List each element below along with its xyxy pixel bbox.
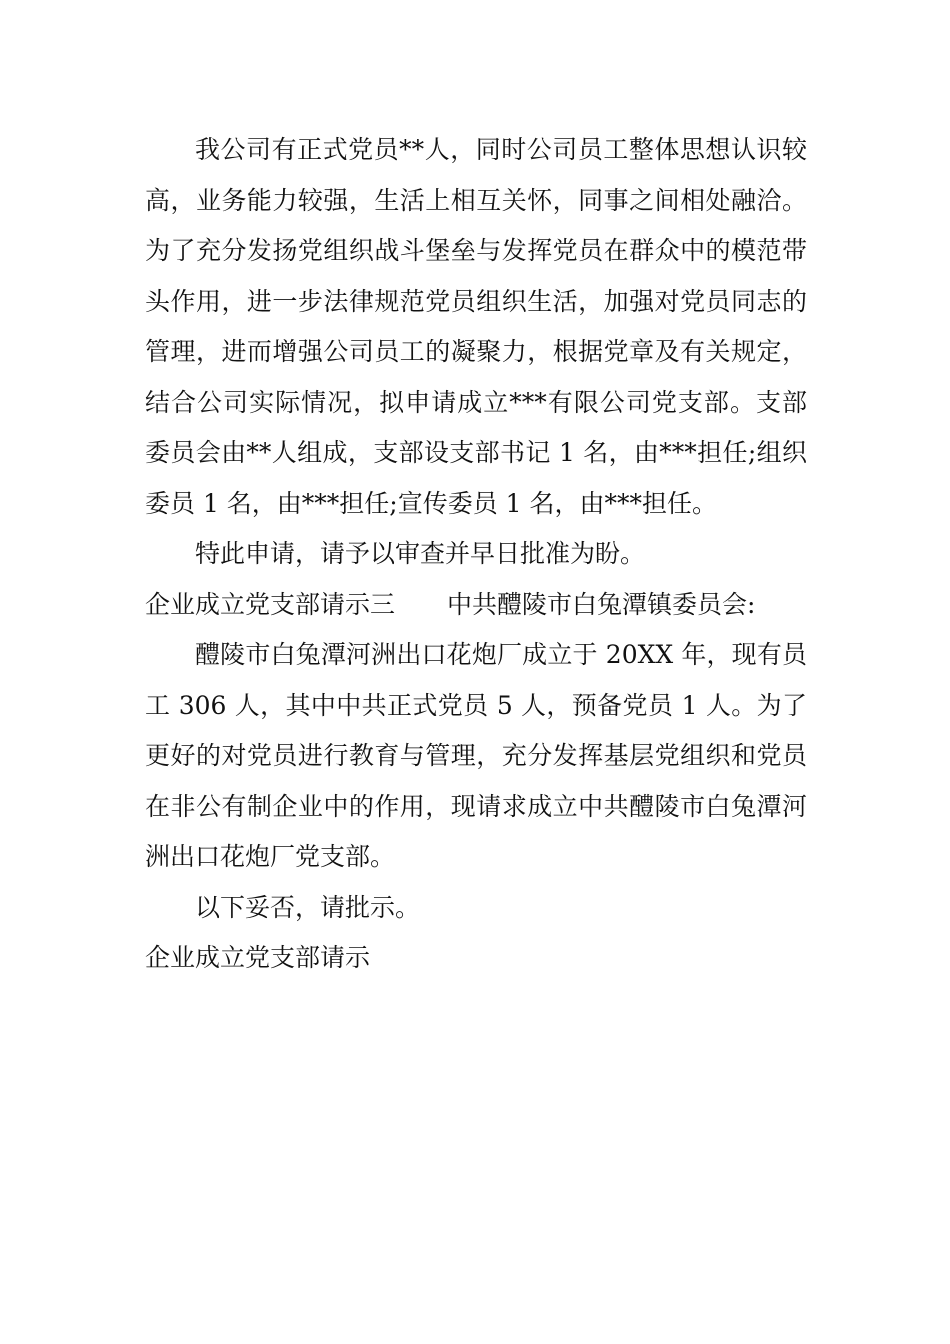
footer-title: 企业成立党支部请示 bbox=[145, 943, 371, 972]
paragraph-party-members: 我公司有正式党员**人，同时公司员工整体思想认识较高，业务能力较强，生活上相互关怀，同事之间相处融洽。为了充分发扬党组织战斗堡垒与发挥党员在群众中的模范带头作用，进一步法律规范党员组织生活，加强对党员同志的管理，进而增强公司员工的凝聚力，根据党章及有关规定，结合公司实际情况，拟申请成立***有限公司党支部。支部委员会由**人组成，支部设支部书记 1 名，由***担任;组织委员 1 名，由***担任;宣传委员 1 名，由***担任。 bbox=[145, 135, 807, 518]
addressee: 中共醴陵市白兔潭镇委员会: bbox=[447, 589, 756, 619]
section-title: 企业成立党支部请示三 bbox=[145, 589, 396, 619]
paragraph-closing: 以下妥否，请批示。 bbox=[195, 892, 421, 922]
document-body bbox=[145, 125, 807, 984]
paragraph-request-approval: 特此申请，请予以审查并早日批准为盼。 bbox=[195, 539, 646, 568]
paragraph-factory-info: 醴陵市白兔潭河洲出口花炮厂成立于 20XX 年，现有员工 306 人，其中中共正式党员 5 人，预备党员 1 人。为了更好的对党员进行教育与管理，充分发挥基层党组织和党员在非公有制企业中的作用，现请求成立中共醴陵市白兔潭河洲出口花炮厂党支部。 bbox=[145, 640, 807, 871]
section-heading-line bbox=[145, 580, 807, 631]
